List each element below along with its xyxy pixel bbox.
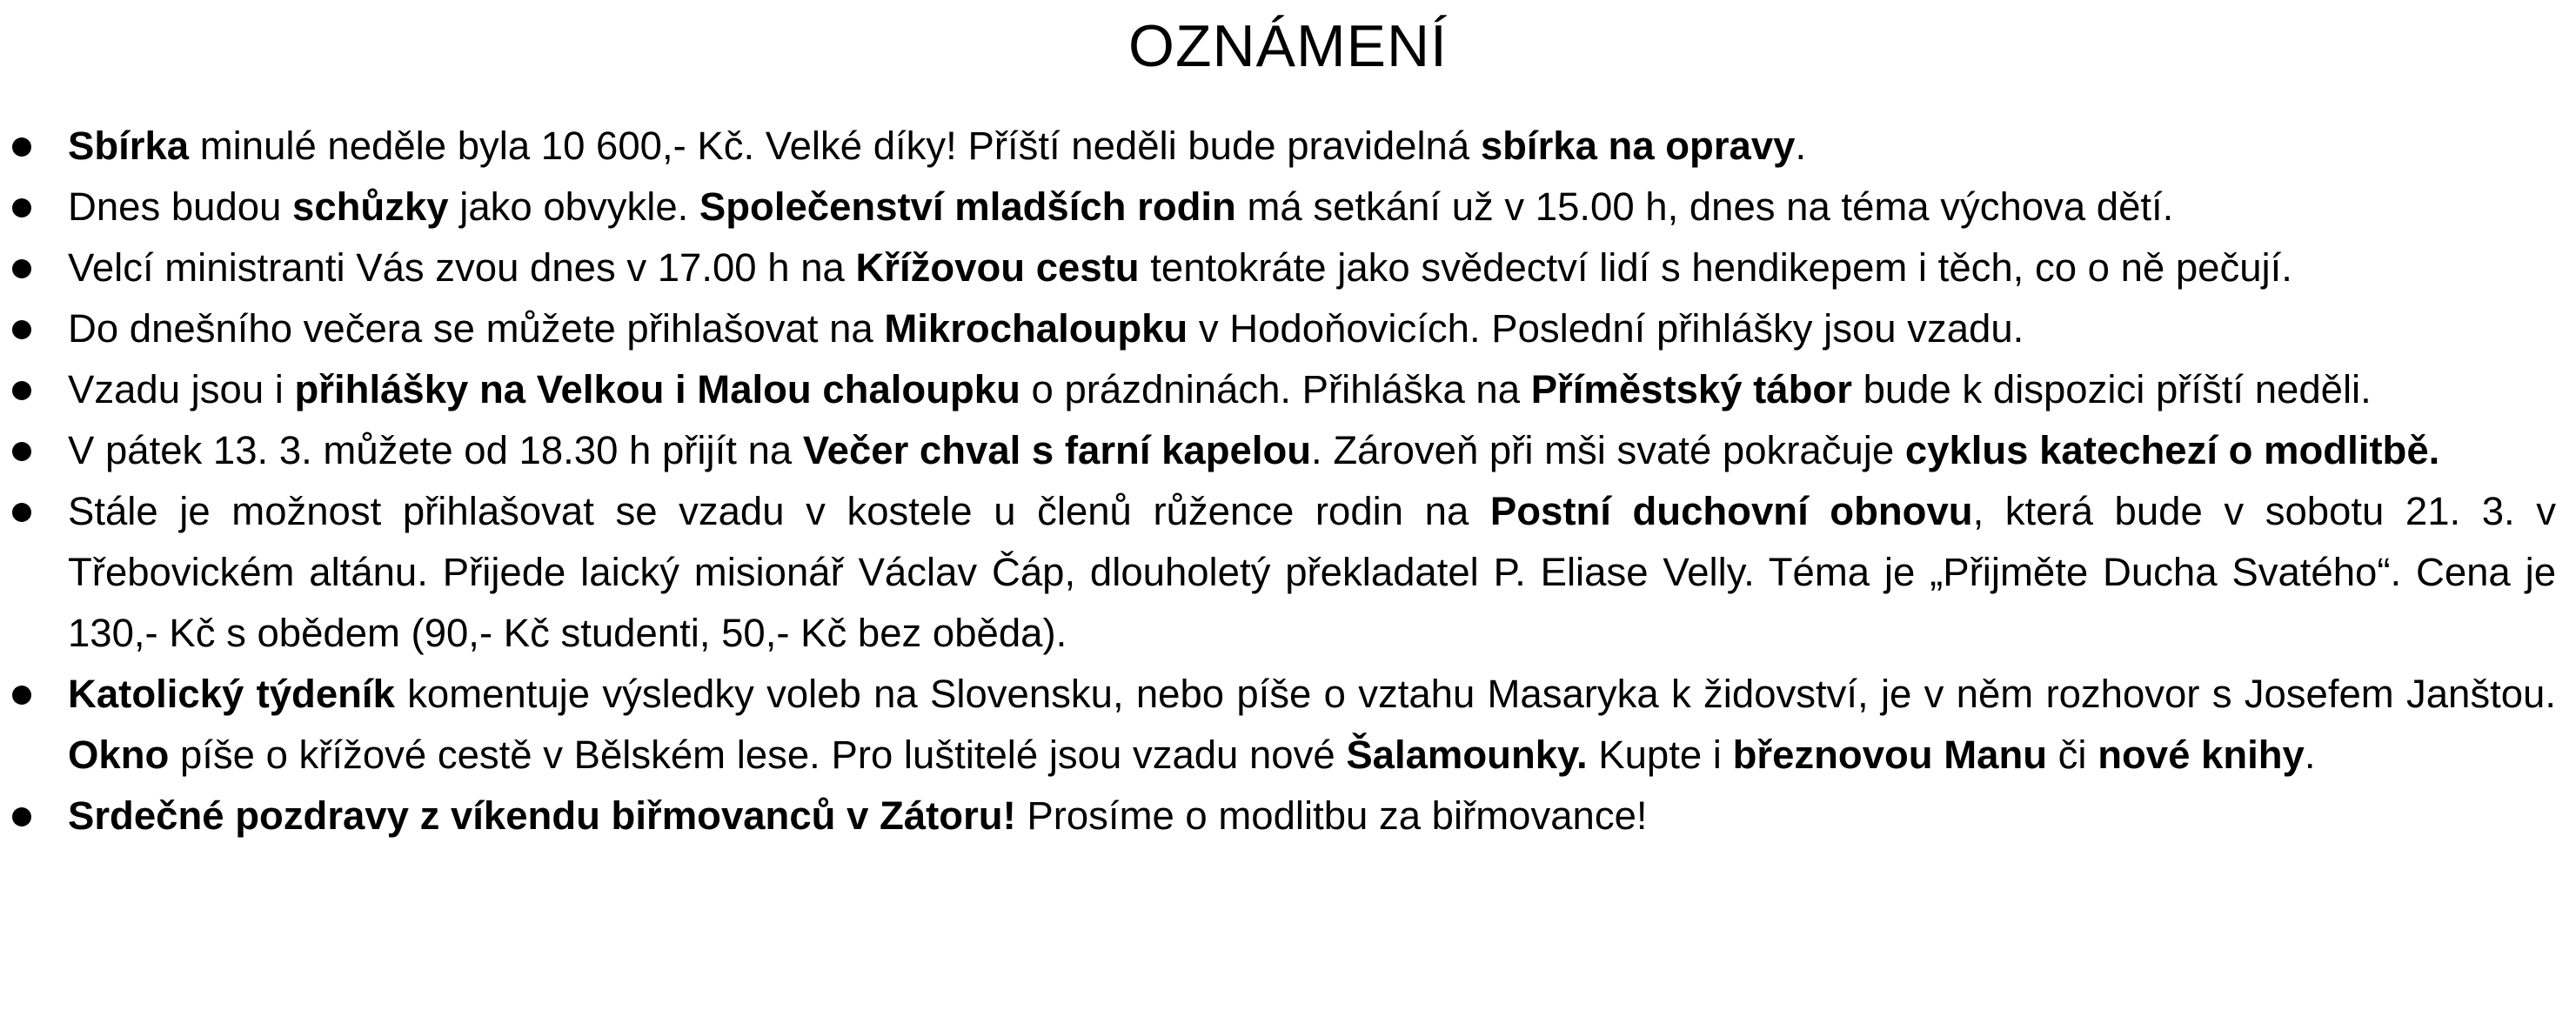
body-text: V pátek 13. 3. můžete od 18.30 h přijít na: [68, 428, 803, 472]
highlight-text: Křížovou cestu: [855, 245, 1140, 290]
body-text: Kupte i: [1587, 733, 1733, 777]
announcement-item: [0, 238, 2576, 298]
body-text: jako obvykle.: [448, 184, 699, 229]
body-text: či: [2047, 733, 2098, 777]
body-text: .: [1795, 124, 1807, 168]
announcement-item: [0, 298, 2576, 359]
highlight-text: Šalamounky.: [1346, 733, 1588, 777]
body-text: o prázdninách. Přihláška na: [1020, 367, 1531, 411]
highlight-text: Sbírka: [68, 124, 190, 168]
bullet-icon: [12, 686, 31, 705]
body-text: .: [2304, 733, 2316, 777]
bullet-icon: [12, 381, 31, 400]
highlight-text: schůzky: [292, 184, 449, 229]
highlight-text: Katolický týdeník: [68, 672, 395, 716]
highlight-text: cyklus katechezí o modlitbě.: [1904, 428, 2440, 472]
bullet-icon: [12, 198, 31, 217]
bullet-icon: [12, 259, 31, 278]
body-text: má setkání už v 15.00 h, dnes na téma výchova dětí.: [1235, 184, 2174, 229]
body-text: minulé neděle byla 10 600,- Kč. Velké díky! Příští neděli bude pravidelná: [189, 124, 1481, 168]
body-text: v Hodoňovicích. Poslední přihlášky jsou vzadu.: [1188, 306, 2024, 351]
highlight-text: Postní duchovní obnovu: [1489, 489, 1973, 533]
body-text: Vzadu jsou i: [68, 367, 295, 411]
highlight-text: Okno: [68, 733, 170, 777]
announcement-item: [0, 664, 2576, 786]
bullet-icon: [12, 320, 31, 339]
bullet-icon: [12, 503, 31, 522]
body-text: , která bude v sobotu 21. 3. v Třebovickém altánu. Přijede laický misionář Václav Čáp, dlouholetý překladatel P. Eliase Velly. Téma je „Přijměte Ducha Svatého“. Cena je 130,- Kč s obědem (90,- Kč studenti, 50,- Kč bez oběda).: [68, 489, 2557, 655]
highlight-text: Příměstský tábor: [1530, 367, 1852, 411]
bullet-icon: [12, 137, 31, 157]
page-title: OZNÁMENÍ: [1128, 13, 1448, 79]
body-text: Velcí ministranti Vás zvou dnes v 17.00 h na: [68, 245, 856, 290]
announcement-item: [0, 359, 2576, 420]
body-text: bude k dispozici příští neděli.: [1851, 367, 2372, 411]
highlight-text: nové knihy: [2098, 733, 2305, 777]
announcement-item: [0, 116, 2576, 177]
highlight-text: Srdečné pozdravy z víkendu biřmovanců v Zátoru!: [68, 793, 1016, 838]
body-text: tentokráte jako svědectví lidí s hendikepem i těch, co o ně pečují.: [1139, 245, 2292, 290]
highlight-text: Společenství mladších rodin: [699, 184, 1236, 229]
announcement-item: [0, 177, 2576, 238]
body-text: Stále je možnost přihlašovat se vzadu v kostele u členů růžence rodin na: [68, 489, 1490, 533]
highlight-text: přihlášky na Velkou i Malou chaloupku: [294, 367, 1020, 411]
highlight-text: sbírka na opravy: [1480, 124, 1796, 168]
body-text: Prosíme o modlitbu za biřmovance!: [1015, 793, 1648, 838]
body-text: Dnes budou: [68, 184, 293, 229]
announcement-list: [0, 116, 2576, 846]
announcement-item: [0, 481, 2576, 664]
bullet-icon: [12, 807, 31, 826]
bullet-icon: [12, 442, 31, 461]
announcement-item: [0, 786, 2576, 846]
body-text: . Zároveň při mši svaté pokračuje: [1311, 428, 1905, 472]
highlight-text: Mikrochaloupku: [884, 306, 1188, 351]
body-text: komentuje výsledky voleb na Slovensku, nebo píše o vztahu Masaryka k židovství, je v něm rozhovor s Josefem Janštou.: [394, 672, 2556, 716]
body-text: píše o křížové cestě v Bělském lese. Pro luštitelé jsou vzadu nové: [169, 733, 1347, 777]
body-text: Do dnešního večera se můžete přihlašovat na: [68, 306, 885, 351]
highlight-text: Večer chval s farní kapelou: [802, 428, 1312, 472]
announcement-item: [0, 420, 2576, 481]
highlight-text: březnovou Manu: [1732, 733, 2048, 777]
